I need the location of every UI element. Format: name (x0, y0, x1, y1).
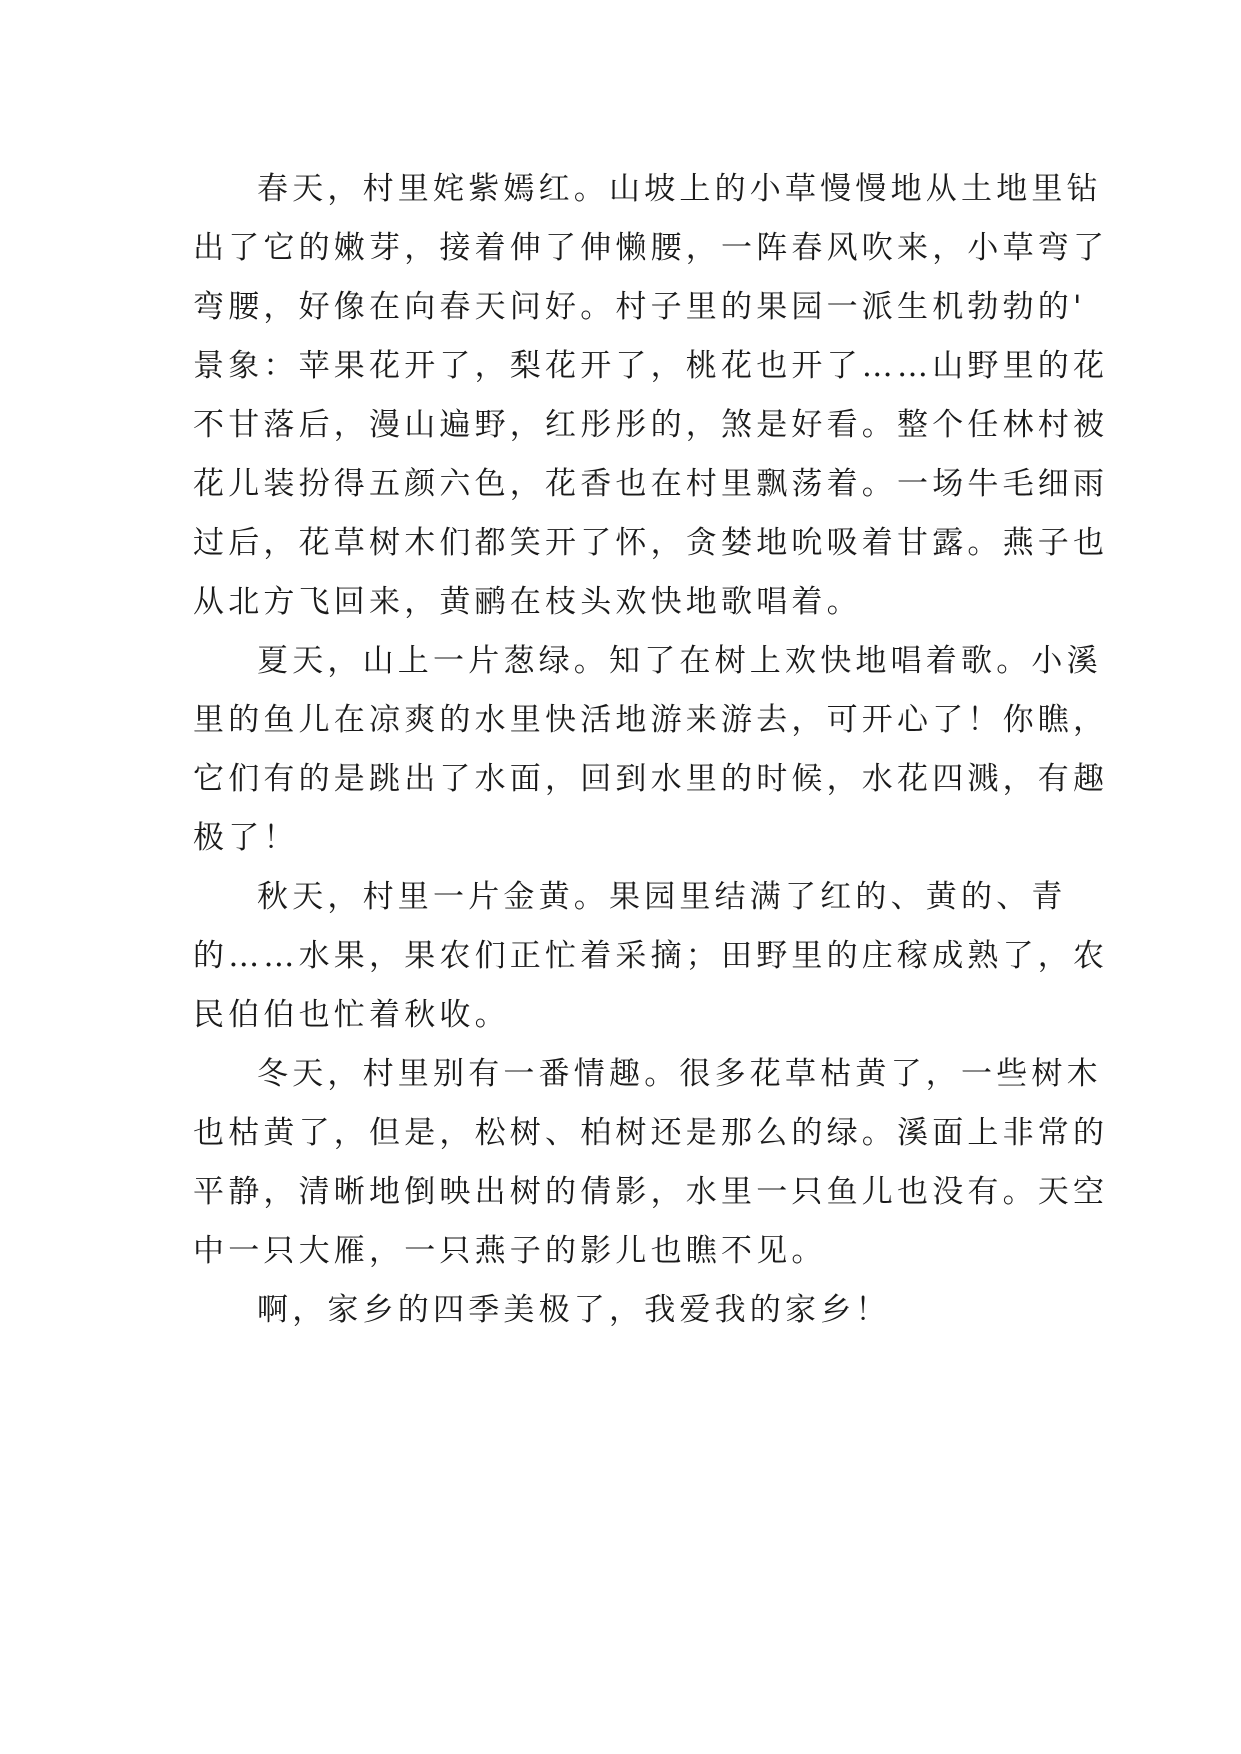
text-line: 也枯黄了，但是，松树、柏树还是那么的绿。溪面上非常的 (193, 1115, 1109, 1151)
text-line: 夏天，山上一片葱绿。知了在树上欢快地唱着歌。小溪 (257, 643, 1102, 679)
text-line: 里的鱼儿在凉爽的水里快活地游来游去，可开心了！你瞧， (193, 702, 1109, 738)
paragraph-summer (193, 632, 1109, 868)
text-line: 弯腰，好像在向春天问好。村子里的果园一派生机勃勃的' (193, 289, 1086, 325)
paragraph-conclusion (193, 1281, 1053, 1340)
essay-body (193, 160, 1109, 1340)
text-line: 的……水果，果农们正忙着采摘；田野里的庄稼成熟了，农 (193, 938, 1109, 974)
text-line: 花儿装扮得五颜六色，花香也在村里飘荡着。一场牛毛细雨 (193, 466, 1109, 502)
text-line: 中一只大雁，一只燕子的影儿也瞧不见。 (193, 1233, 827, 1269)
text-line: 不甘落后，漫山遍野，红彤彤的，煞是好看。整个任林村被 (193, 407, 1109, 443)
paragraph-spring (193, 160, 1109, 632)
paragraph-autumn (193, 868, 1109, 1045)
text-line: 春天，村里姹紫嫣红。山坡上的小草慢慢地从土地里钻 (257, 171, 1102, 207)
text-line: 出了它的嫩芽，接着伸了伸懒腰，一阵春风吹来，小草弯了 (193, 230, 1109, 266)
text-line: 从北方飞回来，黄鹂在枝头欢快地歌唱着。 (193, 584, 862, 620)
text-line: 景象：苹果花开了，梨花开了，桃花也开了……山野里的花 (193, 348, 1109, 384)
text-line: 平静，清晰地倒映出树的倩影，水里一只鱼儿也没有。天空 (193, 1174, 1109, 1210)
text-line: 它们有的是跳出了水面，回到水里的时候，水花四溅，有趣 (193, 761, 1109, 797)
text-line: 民伯伯也忙着秋收。 (193, 997, 510, 1033)
text-line: 极了！ (193, 820, 299, 856)
text-line: 过后，花草树木们都笑开了怀，贪婪地吮吸着甘露。燕子也 (193, 525, 1109, 561)
paragraph-winter (193, 1045, 1109, 1281)
text-line: 冬天，村里别有一番情趣。很多花草枯黄了，一些树木 (257, 1056, 1102, 1092)
text-line: 啊，家乡的四季美极了，我爱我的家乡！ (257, 1292, 891, 1328)
text-line: 秋天，村里一片金黄。果园里结满了红的、黄的、青 (257, 879, 1067, 915)
